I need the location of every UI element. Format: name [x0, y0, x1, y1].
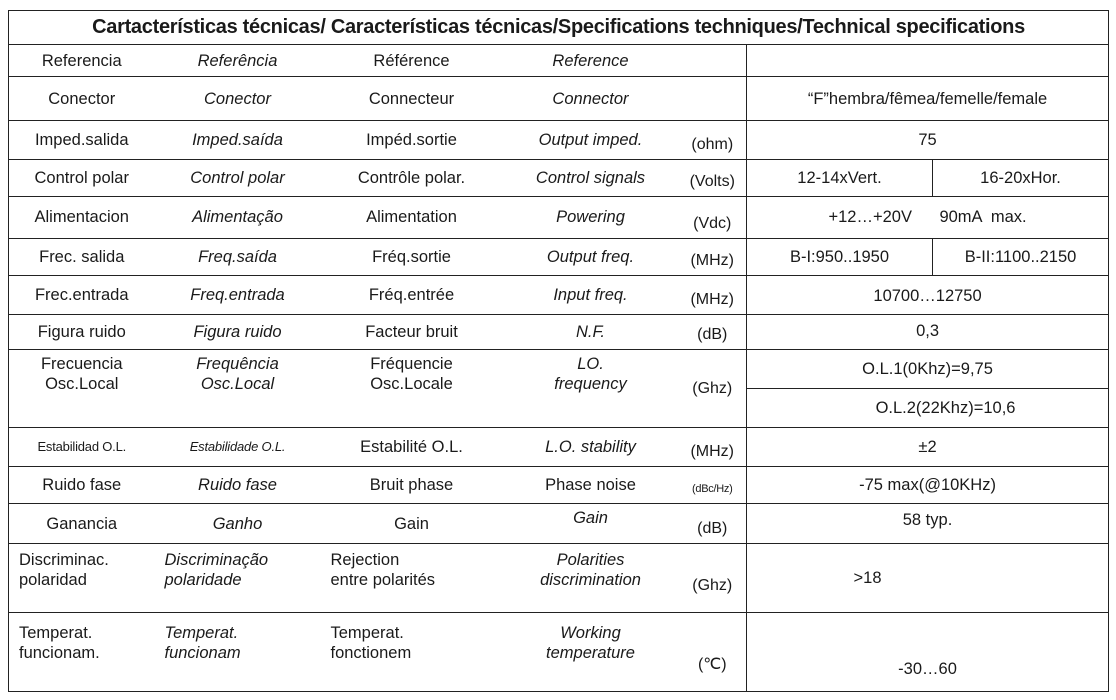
unit: (ohm)	[679, 121, 747, 160]
label-en: Reference	[503, 44, 679, 77]
row-lo-frequency	[9, 349, 1109, 388]
label-en-line-1: LO.	[577, 354, 604, 373]
unit: (Vdc)	[679, 197, 747, 238]
label-fr-line-1: Fréquencie	[370, 354, 453, 373]
label-es-line-1: Frecuencia	[40, 354, 123, 373]
label-en: L.O. stability	[503, 428, 679, 467]
label-pt: Conector	[155, 77, 321, 121]
value-lo-1: O.L.1(0Khz)=9,75	[747, 349, 1109, 388]
label-es-line-2: Osc.Local	[45, 374, 119, 393]
label-pt: Ruido fase	[155, 467, 321, 504]
value: 0,3	[747, 314, 1109, 349]
label-pt: Freq.entrada	[155, 275, 321, 314]
label-en-line-1: Working	[560, 624, 621, 643]
label-fr-line-2: entre polarités	[330, 570, 436, 589]
unit: (MHz)	[679, 238, 747, 275]
label-fr: Impéd.sortie	[321, 121, 503, 160]
label-fr	[321, 543, 503, 613]
label-en: Connector	[503, 77, 679, 121]
label-pt: Estabilidade O.L.	[155, 428, 321, 467]
label-pt: Figura ruido	[155, 314, 321, 349]
label-fr: Alimentation	[321, 197, 503, 238]
label-fr: Estabilité O.L.	[321, 428, 503, 467]
unit: (dB)	[679, 314, 747, 349]
unit: (Ghz)	[679, 543, 747, 613]
label-pt: Referência	[155, 44, 321, 77]
label-es: Ganancia	[9, 504, 155, 543]
label-pt: Freq.saída	[155, 238, 321, 275]
label-pt	[155, 613, 321, 692]
value-horizontal: 16-20xHor.	[933, 160, 1109, 197]
row-lo-stability	[9, 428, 1109, 467]
label-es	[9, 543, 155, 613]
label-pt	[155, 543, 321, 613]
row-output-impedance	[9, 121, 1109, 160]
label-pt-line-1: Frequência	[196, 354, 279, 373]
label-pt-line-1: Discriminação	[164, 550, 269, 569]
row-control-polar	[9, 160, 1109, 197]
unit: (Volts)	[679, 160, 747, 197]
row-connector	[9, 77, 1109, 121]
label-en: Gain	[503, 504, 679, 543]
label-fr-line-2: Osc.Locale	[370, 374, 453, 393]
label-en-line-2: discrimination	[540, 570, 641, 589]
unit: (Ghz)	[679, 349, 747, 427]
label-es: Referencia	[9, 44, 155, 77]
value-text: +12…+20V 90mA max.	[828, 208, 1027, 227]
unit: (MHz)	[679, 428, 747, 467]
label-fr: Fréq.entrée	[321, 275, 503, 314]
unit	[679, 77, 747, 121]
unit: (dB)	[679, 504, 747, 543]
label-es: Control polar	[9, 160, 155, 197]
label-es	[9, 613, 155, 692]
label-pt: Imped.saída	[155, 121, 321, 160]
label-fr: Connecteur	[321, 77, 503, 121]
row-noise-figure	[9, 314, 1109, 349]
label-es: Alimentacion	[9, 197, 155, 238]
value: ±2	[747, 428, 1109, 467]
label-es: Ruido fase	[9, 467, 155, 504]
value: 10700…12750	[747, 275, 1109, 314]
label-pt-line-2: funcionam	[164, 644, 241, 663]
value	[747, 197, 1109, 238]
label-fr: Contrôle polar.	[321, 160, 503, 197]
label-pt: Control polar	[155, 160, 321, 197]
unit: (dBc/Hz)	[679, 467, 747, 504]
label-fr-line-1: Rejection	[330, 550, 400, 569]
label-es: Figura ruido	[9, 314, 155, 349]
row-input-frequency	[9, 275, 1109, 314]
label-en	[503, 613, 679, 692]
label-fr: Bruit phase	[321, 467, 503, 504]
label-es: Estabilidad O.L.	[9, 428, 155, 467]
row-gain	[9, 504, 1109, 543]
row-phase-noise	[9, 467, 1109, 504]
label-fr-line-2: fonctionem	[330, 644, 412, 663]
value: >18	[747, 543, 1109, 613]
unit: (℃)	[679, 613, 747, 692]
label-pt	[155, 349, 321, 427]
label-es: Frec.entrada	[9, 275, 155, 314]
technical-specifications-table	[8, 10, 1109, 692]
label-en: Input freq.	[503, 275, 679, 314]
label-es: Conector	[9, 77, 155, 121]
value-band-2: B-II:1100..2150	[933, 238, 1109, 275]
label-pt-line-1: Temperat.	[164, 624, 239, 643]
label-en: Powering	[503, 197, 679, 238]
label-pt-line-2: polaridade	[164, 570, 242, 589]
label-en-line-1: Polarities	[556, 550, 625, 569]
label-fr: Référence	[321, 44, 503, 77]
label-en-line-2: frequency	[554, 374, 627, 393]
label-fr: Fréq.sortie	[321, 238, 503, 275]
label-en	[503, 349, 679, 427]
label-es-line-1: Temperat.	[19, 624, 93, 643]
value-band-1: B-I:950..1950	[747, 238, 933, 275]
value	[747, 44, 1109, 77]
label-fr	[321, 349, 503, 427]
label-en: Output freq.	[503, 238, 679, 275]
row-reference	[9, 44, 1109, 77]
row-working-temperature	[9, 613, 1109, 692]
spec-sheet	[8, 10, 1108, 692]
label-fr: Facteur bruit	[321, 314, 503, 349]
row-powering	[9, 197, 1109, 238]
label-pt-line-2: Osc.Local	[200, 374, 275, 393]
label-en-line-2: temperature	[546, 644, 635, 663]
value: 75	[747, 121, 1109, 160]
label-en	[503, 543, 679, 613]
label-es-line-2: funcionam.	[19, 644, 100, 663]
value-lo-2: O.L.2(22Khz)=10,6	[747, 389, 1109, 428]
label-en: N.F.	[503, 314, 679, 349]
label-es	[9, 349, 155, 427]
label-fr	[321, 613, 503, 692]
row-output-frequency	[9, 238, 1109, 275]
value: “F”hembra/fêmea/femelle/female	[747, 77, 1109, 121]
table-title: Cartacterísticas técnicas/ Características técnicas/Specifications techniques/Technical specifications	[9, 11, 1109, 45]
label-es-line-2: polaridad	[19, 570, 87, 589]
label-en: Phase noise	[503, 467, 679, 504]
label-pt: Alimentação	[155, 197, 321, 238]
label-es-line-1: Discriminac.	[19, 550, 109, 569]
label-en: Output imped.	[503, 121, 679, 160]
label-es: Frec. salida	[9, 238, 155, 275]
label-fr-line-1: Temperat.	[330, 624, 404, 643]
unit: (MHz)	[679, 275, 747, 314]
value: 58 typ.	[747, 504, 1109, 543]
value: -30…60	[747, 613, 1109, 692]
row-polarities-discrimination	[9, 543, 1109, 613]
value-vertical: 12-14xVert.	[747, 160, 933, 197]
label-es: Imped.salida	[9, 121, 155, 160]
value: -75 max(@10KHz)	[747, 467, 1109, 504]
label-fr: Gain	[321, 504, 503, 543]
unit	[679, 44, 747, 77]
label-pt: Ganho	[155, 504, 321, 543]
label-en: Control signals	[503, 160, 679, 197]
